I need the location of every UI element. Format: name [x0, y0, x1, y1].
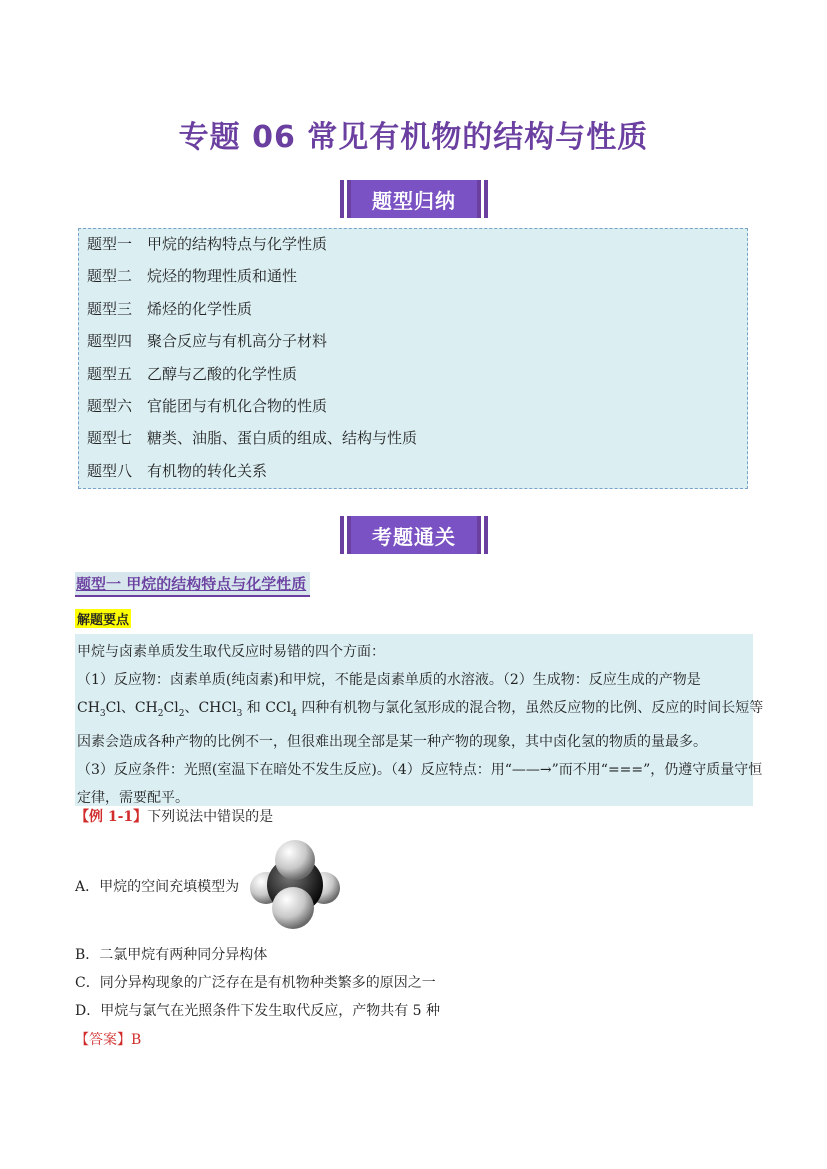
toc-box [78, 228, 748, 489]
banner-exam-label: 考题通关 [351, 516, 477, 554]
chem-formulas: $CH_3Cl$、$CH_2Cl_2$、CHCl$_3$ 和 CCl$_4$ [77, 700, 297, 719]
key-points-box [75, 634, 764, 806]
option-a[interactable]: A．甲烷的空间充填模型为 [75, 879, 240, 895]
answer-value: B [131, 1032, 142, 1048]
methane-model-image [248, 838, 342, 930]
key-line: （3）反应条件：光照(室温下在暗处不发生反应)。（4）反应特点：用“——→”而不用“===”，仍遵守质量守恒 [77, 761, 763, 778]
answer-line [75, 1029, 141, 1049]
toc-item[interactable]: 题型六 官能团与有机化合物的性质 [87, 396, 328, 415]
example-text: 下列说法中错误的是 [147, 809, 274, 825]
banner-exam [340, 516, 488, 554]
toc-item[interactable]: 题型七 糖类、油脂、蛋白质的组成、结构与性质 [87, 429, 418, 448]
toc-item[interactable]: 题型二 烷烃的物理性质和通性 [87, 267, 298, 286]
answer-tag: 【答案】 [75, 1032, 131, 1048]
option-b[interactable]: B．二氯甲烷有两种同分异构体 [75, 947, 268, 963]
toc-item[interactable]: 题型一 甲烷的结构特点与化学性质 [87, 235, 328, 253]
key-line: 甲烷与卤素单质发生取代反应时易错的四个方面： [77, 644, 385, 660]
option-c[interactable]: C．同分异构现象的广泛存在是有机物种类繁多的原因之一 [75, 975, 436, 991]
key-line: 因素会造成各种产物的比例不一，但很难出现全部是某一种产物的现象，其中卤化氢的物质的量最多。 [77, 733, 707, 750]
banner-toc-label: 题型归纳 [351, 180, 477, 218]
example-tag: 【例 1-1】 [75, 809, 148, 825]
page-title: 专题 06 常见有机物的结构与性质 [178, 120, 649, 155]
option-d[interactable]: D．甲烷与氯气在光照条件下发生取代反应，产物共有 5 种 [75, 1003, 441, 1019]
toc-item[interactable]: 题型八 有机物的转化关系 [87, 461, 268, 480]
key-line: 定律，需要配平。 [77, 789, 189, 806]
banner-toc [340, 180, 488, 218]
key-points-label: 解题要点 [75, 609, 131, 628]
key-line: $CH_3Cl$、$CH_2Cl_2$、CHCl$_3$ 和 CCl$_4$ 四种有机物与氯化氢形成的混合物，虽然反应物的比例、反应的时间长短等 [77, 700, 764, 719]
toc-item[interactable]: 题型三 烯烃的化学性质 [87, 299, 253, 318]
toc-item[interactable]: 题型五 乙醇与乙酸的化学性质 [87, 364, 298, 383]
toc-item[interactable]: 题型四 聚合反应与有机高分子材料 [87, 332, 328, 351]
example-question [75, 806, 273, 826]
key-line: （1）反应物：卤素单质(纯卤素)和甲烷，不能是卤素单质的水溶液。（2）生成物：反应生成的产物是 [77, 672, 701, 688]
section-heading: 题型一 甲烷的结构特点与化学性质 [75, 572, 310, 597]
